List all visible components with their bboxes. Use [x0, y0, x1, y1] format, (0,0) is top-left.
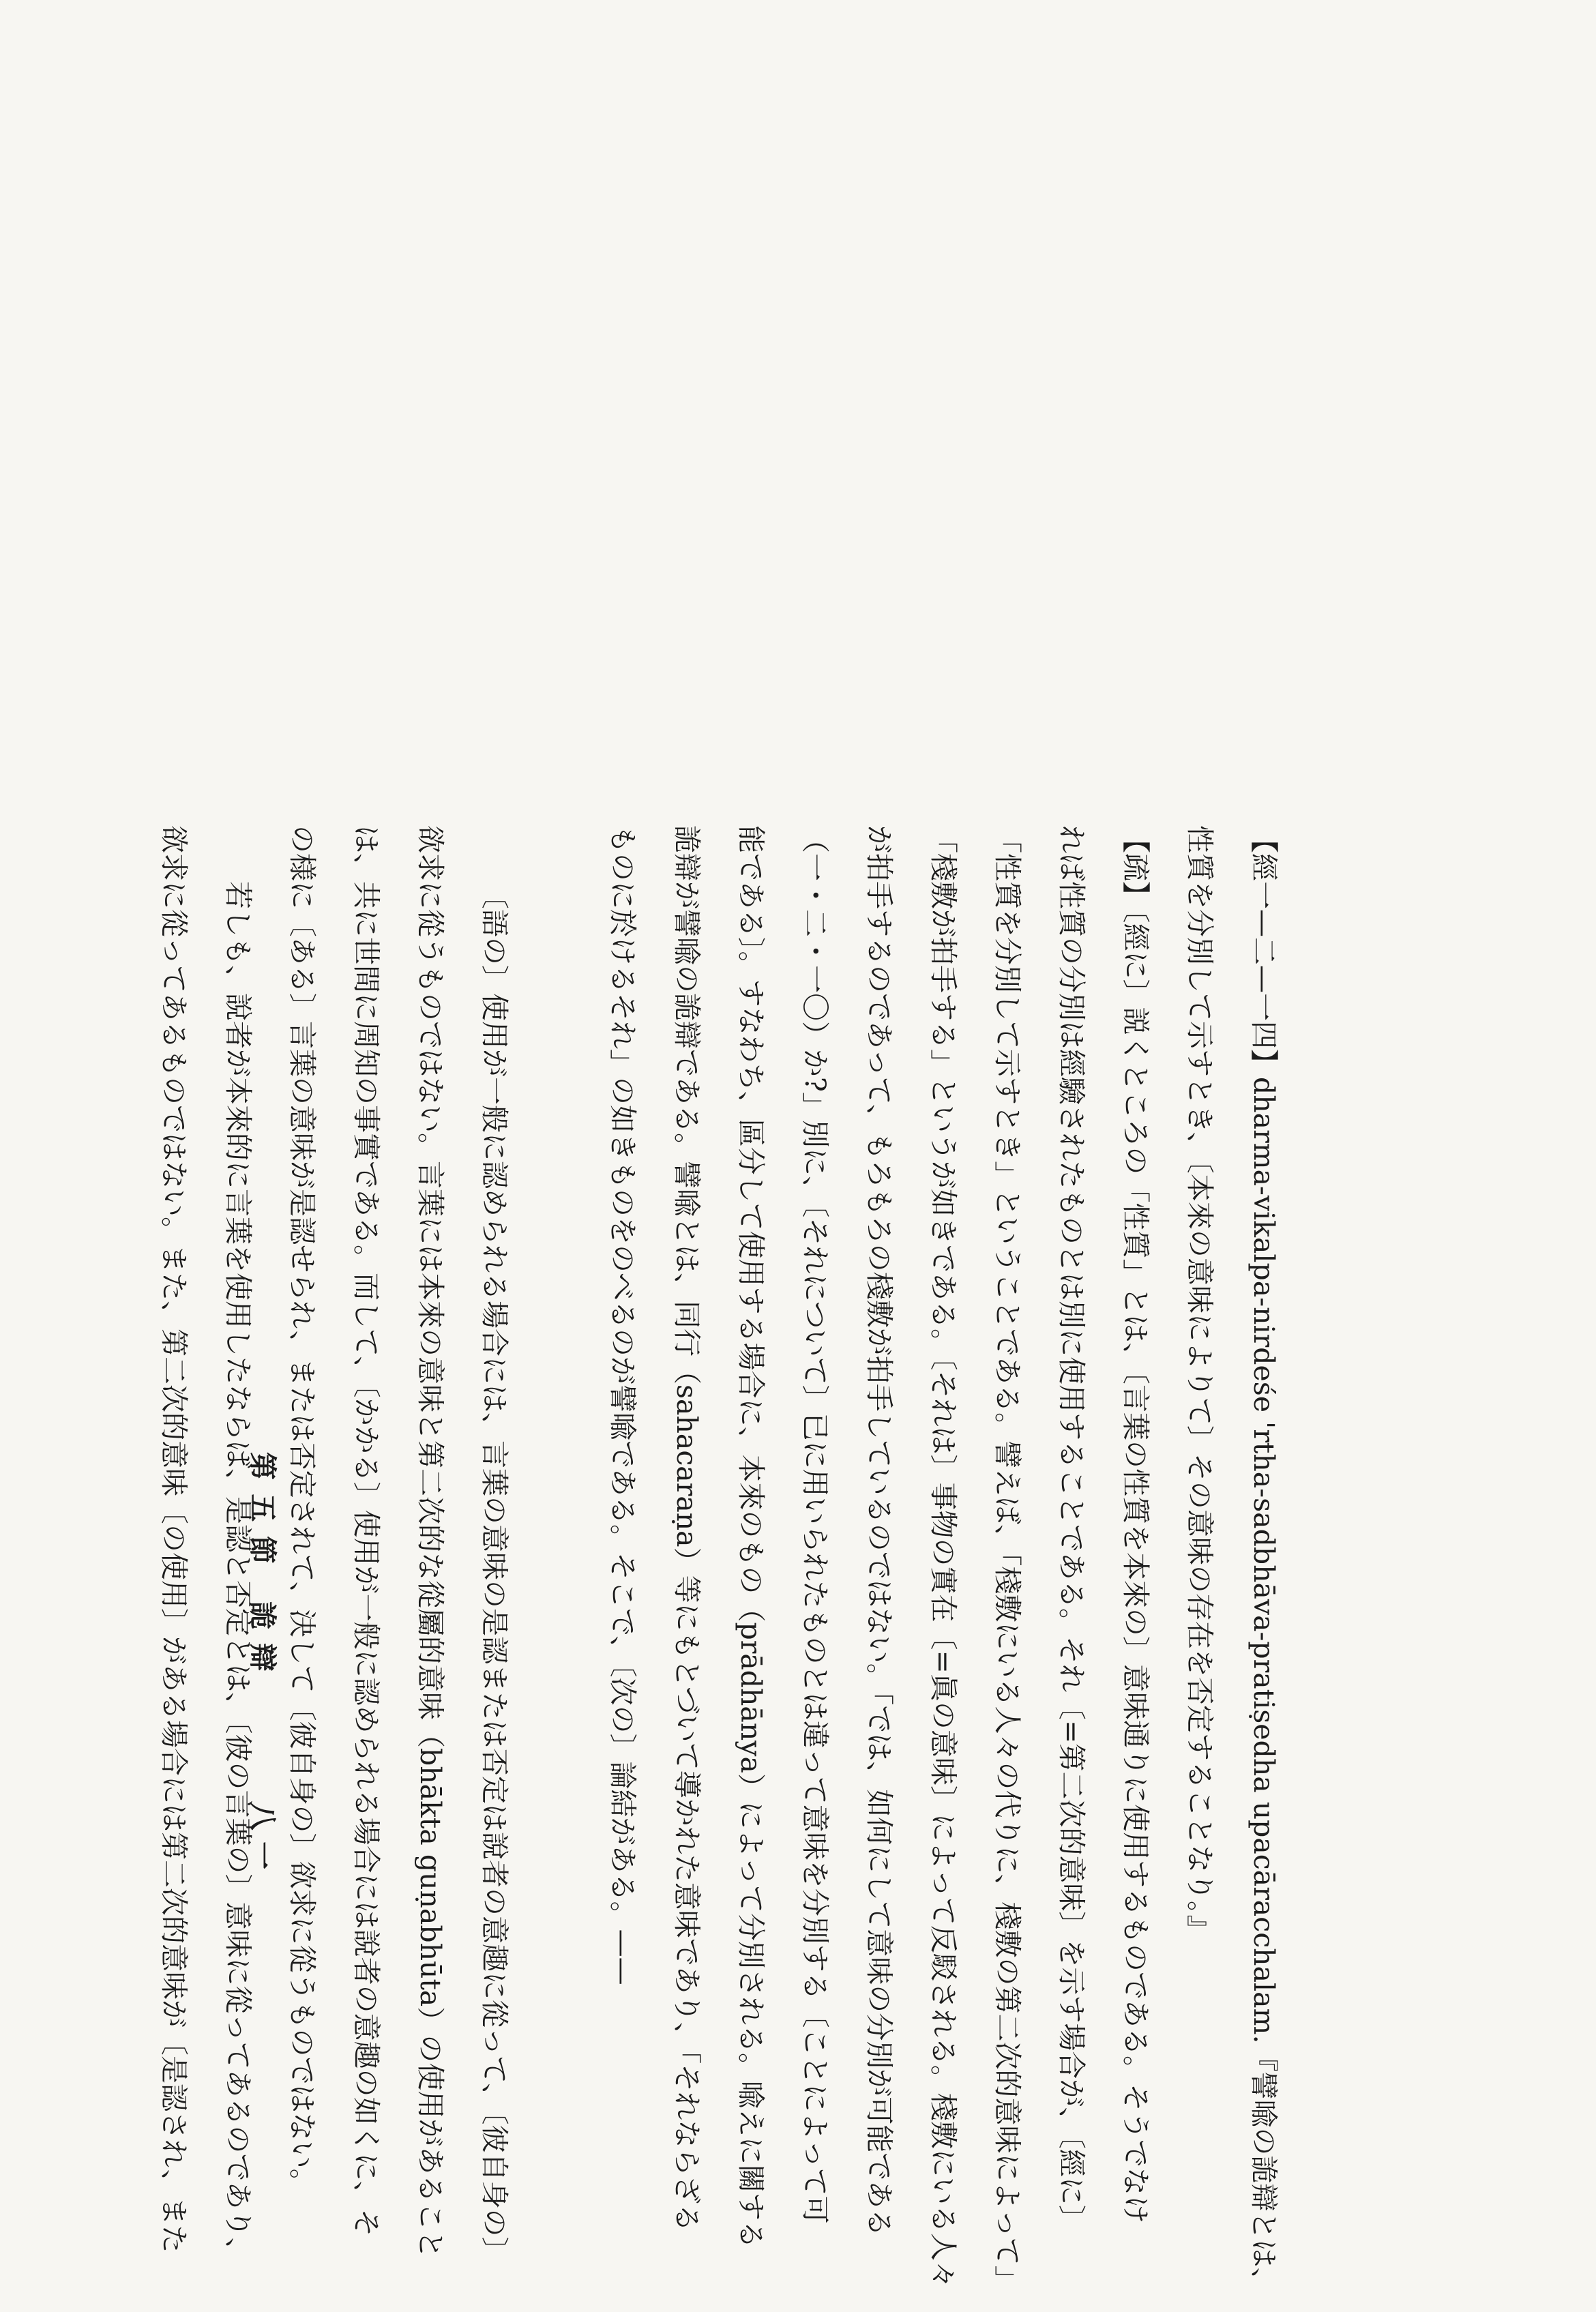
text-line: 「棧敷が拍手する」というが如きである。〔それは〕事物の實在〔=眞の意味〕によって反駁される。棧敷にいる人々 [927, 825, 960, 2289]
text-line: が拍手するのであって、もろもろの棧敷が拍手しているのではない。「では、如何にして意味の分別が可能である [863, 825, 896, 2237]
text-line: 欲求に從ってあるものではない。また、第二次的意味〔の使用〕がある場合には第二次的意味が〔是認され、また [158, 825, 190, 2253]
blank-line [527, 825, 591, 2312]
text-line: （一・二・一〇）か?」別に、〔それについて〕已に用いられたものとは違って意味を分別する〔ことによって可 [799, 825, 831, 2224]
text-line: は、共に世間に周知の事實である。而して、〔かかる〕使用が一般に認められる場合には說者の意趣の如くに、そ [350, 825, 383, 2237]
text-line: 【疏】〔經に〕説くところの「性質」とは、〔言葉の性質を本來の〕意味通りに使用するものである。そうでなけ [1119, 825, 1152, 2223]
text-line: ものに於けるそれ」の如きものをのべるのが譬喩である。そこで、〔次の〕論結がある。—— [606, 825, 639, 1985]
text-line: 欲求に從うものではない。言葉には本來の意味と第二次的な從屬的意味（bhākta guṇabhūta）の使用があること [414, 825, 447, 2259]
text-line: 若しも、說者が本來的に言葉を使用したならば、是認と否定とは、〔彼の言葉の〕意味に從ってあるのであり、 [222, 881, 254, 2266]
text-line: 性質を分別して示すとき、〔本來の意味によりて〕その意味の存在を否定することなり。』 [1183, 825, 1216, 1943]
text-line: 詭辯が譬喩の詭辯である。譬喩とは、同行（sahacaraṇa）等にもとづいて導かれた意味であり、「それならざる [670, 825, 703, 2232]
text-line: れば性質の分別は經驗されたものとは別に使用することである。それ〔=第二次的意味〕を示す場合が、〔經に〕 [1055, 825, 1088, 2233]
text-line: 能である〕。すなわち、區分して使用する場合に、本來のもの（prādhānya）によって分別される。喩えに關する [735, 825, 767, 2249]
page-number: 八一 [246, 1802, 279, 1881]
text-line: 【經一—二—一四】dharma-vikalpa-nirdeśe 'rtha-sadbhāva-pratiṣedha upacāracchalam.『譬喩の詭辯とは、 [1247, 825, 1280, 2296]
running-head: 第五節 詭辯 [246, 1451, 279, 1686]
text-line: 「性質を分別して示すとき」ということである。譬えば、「棧敷にいる人々の代りに、棧敷の第二次的意味によって」 [991, 825, 1024, 2294]
text-line: 〔語の〕使用が一般に認められる場合には、言葉の意味の是認または否定は說者の意趣に從って、〔彼自身の〕 [478, 881, 511, 2265]
text-line: の様に〔ある〕言葉の意味が是認せられ、または否定されて、決して〔彼自身の〕欲求に從うものではない。 [286, 825, 319, 2197]
